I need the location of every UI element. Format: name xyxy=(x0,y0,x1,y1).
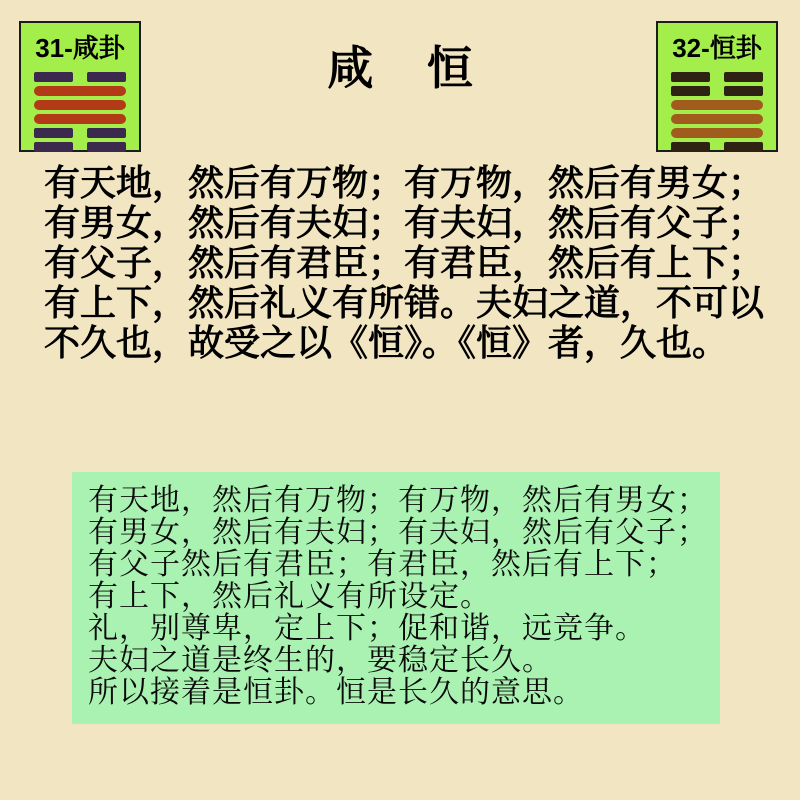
classical-text xyxy=(44,163,774,363)
text-line: 有男女，然后有夫妇；有夫妇，然后有父子； xyxy=(44,202,765,243)
text-line: 有天地，然后有万物；有万物，然后有男女； xyxy=(88,484,708,517)
text-line: 有上下，然后礼义有所设定。 xyxy=(88,580,491,613)
yin-line-segment xyxy=(34,128,73,138)
text-line: 礼，别尊卑，定上下；促和谐，远竞争。 xyxy=(88,612,646,645)
heng-hexagram-32 xyxy=(671,72,763,152)
yin-line-segment xyxy=(87,128,126,138)
yin-line-segment xyxy=(87,142,126,152)
yin-line-segment xyxy=(724,72,763,82)
text-line: 夫妇之道是终生的，要稳定长久。 xyxy=(88,644,553,677)
yin-line-segment xyxy=(671,142,710,152)
hexagram-line-yin xyxy=(671,142,763,152)
badge-32-label: 32-恒卦 xyxy=(672,33,762,63)
yin-line-segment xyxy=(724,86,763,96)
hexagram-line-yin xyxy=(34,142,126,152)
hexagram-line-yin xyxy=(34,128,126,138)
text-line: 有父子然后有君臣；有君臣，然后有上下； xyxy=(88,548,677,581)
yin-line-segment xyxy=(724,142,763,152)
hexagram-badge-32 xyxy=(656,21,778,152)
text-line: 有父子，然后有君臣；有君臣，然后有上下； xyxy=(44,242,765,283)
translation-box xyxy=(72,472,720,724)
hexagram-line-yang xyxy=(671,128,763,138)
yin-line-segment xyxy=(34,142,73,152)
hexagram-line-yang xyxy=(671,114,763,124)
hexagram-line-yin xyxy=(671,72,763,82)
text-line: 不久也，故受之以《恒》。《恒》者，久也。 xyxy=(44,322,729,363)
text-line: 所以接着是恒卦。恒是长久的意思。 xyxy=(88,676,584,709)
hexagram-line-yang xyxy=(671,100,763,110)
hexagram-line-yang xyxy=(34,100,126,110)
text-line: 有男女，然后有夫妇；有夫妇，然后有父子； xyxy=(88,516,708,549)
page-title: 咸 恒 xyxy=(327,43,473,94)
yin-line-segment xyxy=(671,72,710,82)
hexagram-line-yin xyxy=(671,86,763,96)
text-line: 有天地，然后有万物；有万物，然后有男女； xyxy=(44,162,765,203)
yin-line-segment xyxy=(671,86,710,96)
badge-31-label: 31-咸卦 xyxy=(35,33,125,63)
hexagram-line-yang xyxy=(34,114,126,124)
text-line: 有上下，然后礼义有所错。夫妇之道，不可以 xyxy=(44,282,765,323)
